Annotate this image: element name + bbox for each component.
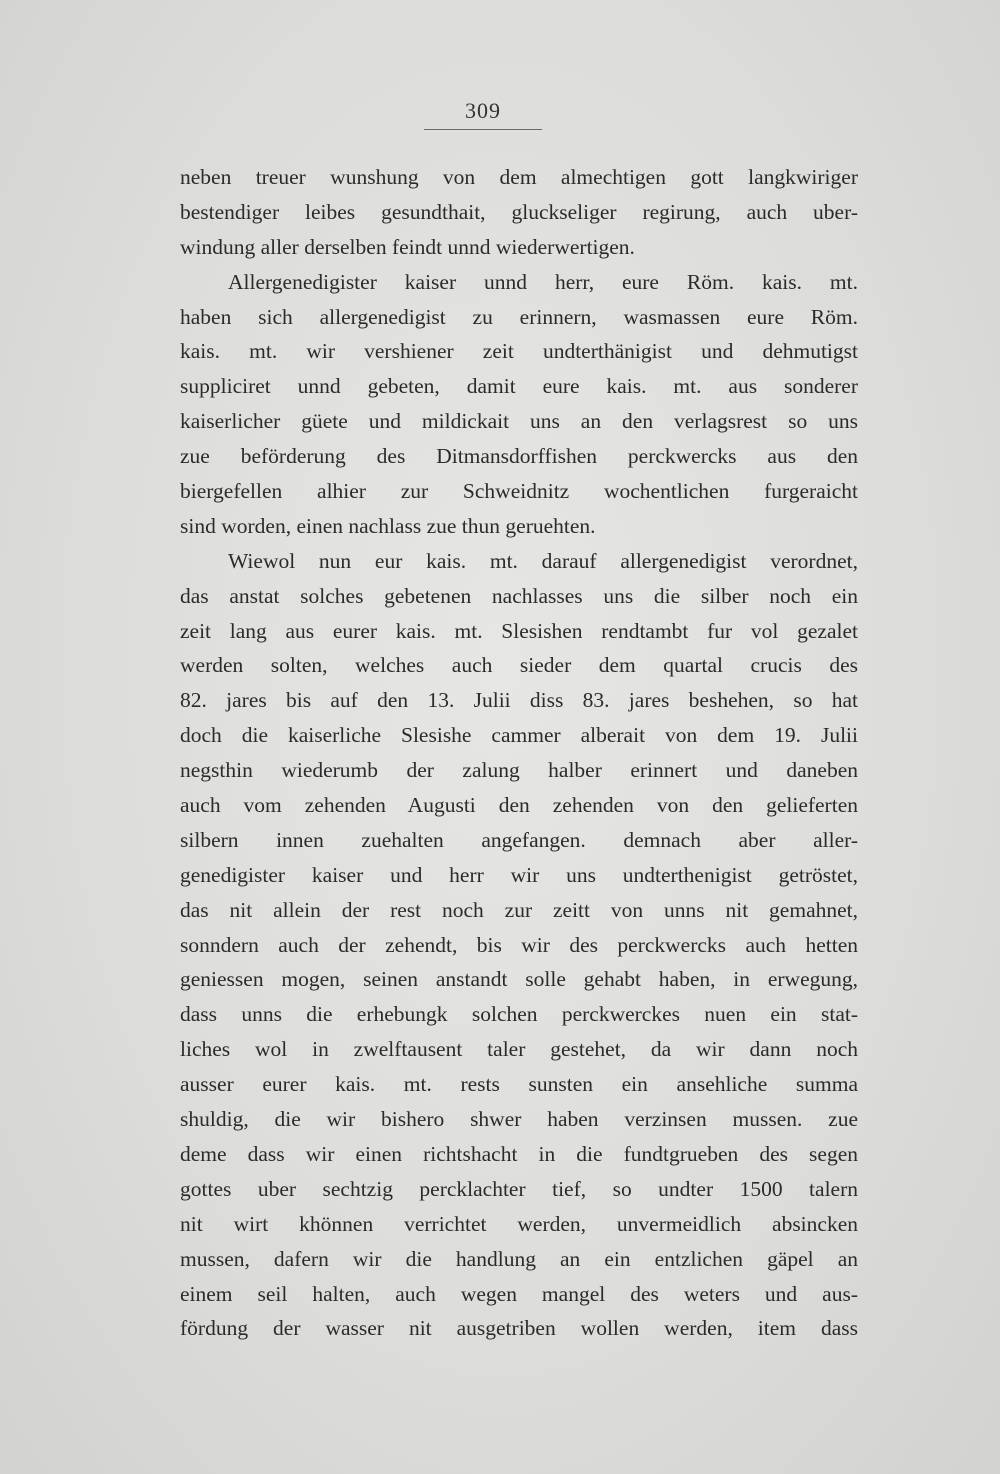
text-line: liches wol in zwelftausent taler gestehet, da wir dann noch [180,1037,858,1062]
text-line: suppliciret unnd gebeten, damit eure kais. mt. aus sonderer [180,374,858,399]
text-line: ausser eurer kais. mt. rests sunsten ein ansehliche summa [180,1072,858,1097]
text-line: 82. jares bis auf den 13. Julii diss 83. jares beshehen, so hat [180,688,858,713]
text-line: das anstat solches gebetenen nachlasses uns die silber noch ein [180,583,858,608]
text-line: werden solten, welches auch sieder dem quartal crucis des [180,653,858,678]
text-line: kaiserlicher güete und mildickait uns an den verlagsrest so uns [180,409,858,434]
text-line: fördung der wasser nit ausgetriben wollen werden, item dass [180,1316,858,1341]
text-line: nit wirt khönnen verrichtet werden, unvermeidlich absincken [180,1211,858,1236]
text-line: biergefellen alhier zur Schweidnitz wochentlichen furgeraicht [180,479,858,504]
text-line: kais. mt. wir vershiener zeit undterthänigist und dehmutigst [180,339,858,364]
text-line: zeit lang aus eurer kais. mt. Slesishen rendtambt fur vol gezalet [180,618,858,643]
text-line: sonndern auch der zehendt, bis wir des perckwercks auch hetten [180,932,858,957]
text-line: zue beförderung des Ditmansdorffishen perckwercks aus den [180,444,858,469]
text-line: deme dass wir einen richtshacht in die fundtgrueben des segen [180,1141,858,1166]
text-line: mussen, dafern wir die handlung an ein entzlichen gäpel an [180,1246,858,1271]
text-line: sind worden, einen nachlass zue thun geruehten. [180,513,596,538]
page-number: 309 [465,98,501,123]
text-line: silbern innen zuehalten angefangen. demnach aber aller- [180,827,858,852]
text-line: genedigister kaiser und herr wir uns undterthenigist getröstet, [180,862,858,887]
text-line: haben sich allergenedigist zu erinnern, wasmassen eure Röm. [180,304,858,329]
text-line: einem seil halten, auch wegen mangel des weters und aus- [180,1281,858,1306]
body-text [180,160,858,1346]
text-line: dass unns die erhebungk solchen perckwerckes nuen ein stat- [180,1002,858,1027]
header-rule [424,129,542,130]
text-line: bestendiger leibes gesundthait, gluckseliger regirung, auch uber- [180,199,858,224]
text-line: das nit allein der rest noch zur zeitt von unns nit gemahnet, [180,897,858,922]
text-line: gottes uber sechtzig percklachter tief, so undter 1500 talern [180,1176,858,1201]
text-line: neben treuer wunshung von dem almechtigen gott langkwiriger [180,165,858,189]
text-line: Allergenedigister kaiser unnd herr, eure Röm. kais. mt. [228,269,858,294]
text-line: windung aller derselben feindt unnd wiederwertigen. [180,234,635,259]
text-line: doch die kaiserliche Slesishe cammer alberait von dem 19. Julii [180,723,858,748]
text-line: geniessen mogen, seinen anstandt solle gehabt haben, in erwegung, [180,967,858,992]
text-line: shuldig, die wir bishero shwer haben verzinsen mussen. zue [180,1107,858,1132]
text-line: negsthin wiederumb der zalung halber erinnert und daneben [180,758,858,783]
text-line: Wiewol nun eur kais. mt. darauf allergenedigist verordnet, [228,548,858,573]
text-line: auch vom zehenden Augusti den zehenden von den gelieferten [180,793,858,818]
